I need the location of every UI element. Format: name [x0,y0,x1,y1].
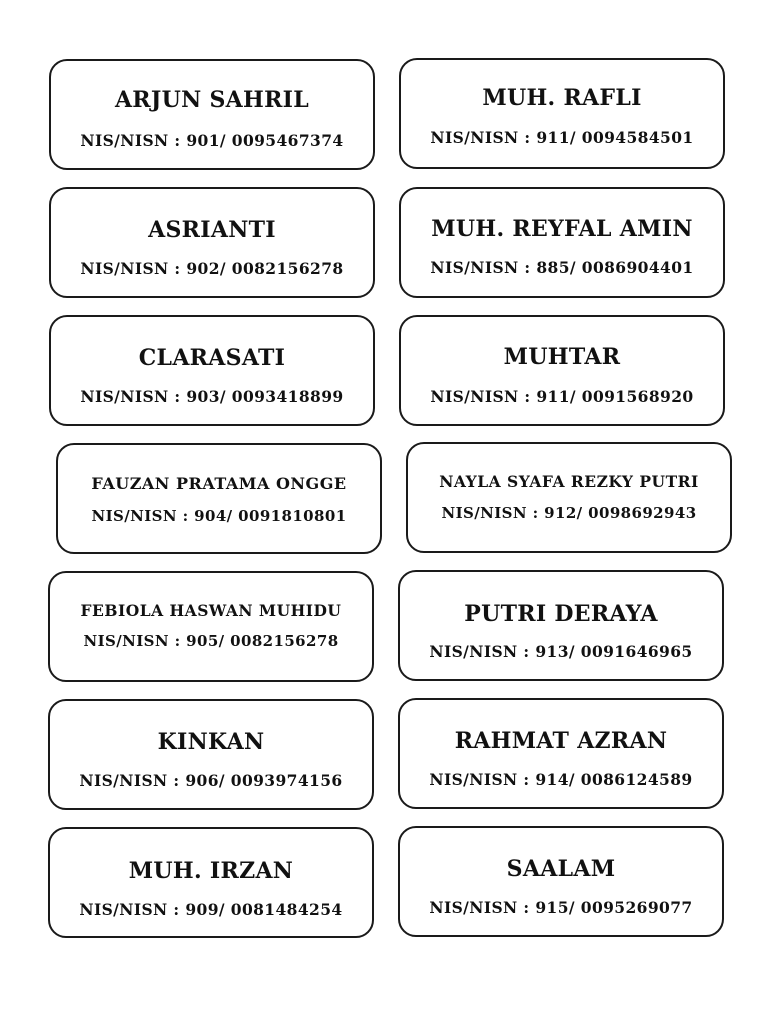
name-card [398,570,724,681]
name-card [406,442,732,553]
student-name: MUHTAR [503,344,621,370]
student-nis: NIS/NISN : 914/ 0086124589 [429,770,693,789]
student-nis: NIS/NISN : 885/ 0086904401 [430,258,694,277]
student-name: SAALAM [506,856,616,882]
student-name: NAYLA SYAFA REZKY PUTRI [439,472,699,491]
student-name: ARJUN SAHRIL [114,87,310,113]
student-nis: NIS/NISN : 906/ 0093974156 [79,771,343,790]
name-card [399,58,725,169]
name-card [49,315,375,426]
student-name: KINKAN [157,729,265,755]
name-card [48,699,374,810]
student-nis: NIS/NISN : 915/ 0095269077 [429,898,693,917]
name-card [399,315,725,426]
name-card [398,826,724,937]
name-card [48,827,374,938]
name-card [49,59,375,170]
student-name: ASRIANTI [148,217,276,243]
student-nis: NIS/NISN : 911/ 0091568920 [430,387,694,406]
student-nis: NIS/NISN : 905/ 0082156278 [83,632,339,650]
student-nis: NIS/NISN : 902/ 0082156278 [80,259,344,278]
student-nis: NIS/NISN : 913/ 0091646965 [429,642,693,661]
student-nis: NIS/NISN : 901/ 0095467374 [80,131,344,150]
name-card [56,443,382,554]
student-name: PUTRI DERAYA [464,601,658,627]
student-name: CLARASATI [138,345,286,371]
name-card [48,571,374,682]
name-card [398,698,724,809]
name-card [49,187,375,298]
student-name: RAHMAT AZRAN [454,728,668,754]
student-nis: NIS/NISN : 904/ 0091810801 [91,507,347,525]
student-name: MUH. IRZAN [128,858,294,884]
student-nis: NIS/NISN : 903/ 0093418899 [80,387,344,406]
student-name: MUH. RAFLI [482,85,642,111]
student-nis: NIS/NISN : 912/ 0098692943 [441,504,697,522]
student-name: MUH. REYFAL AMIN [431,216,693,242]
student-nis: NIS/NISN : 909/ 0081484254 [79,900,343,919]
student-nis: NIS/NISN : 911/ 0094584501 [430,128,694,147]
name-card [399,187,725,298]
student-name: FAUZAN PRATAMA ONGGE [91,474,347,493]
student-name: FEBIOLA HASWAN MUHIDU [80,601,342,620]
